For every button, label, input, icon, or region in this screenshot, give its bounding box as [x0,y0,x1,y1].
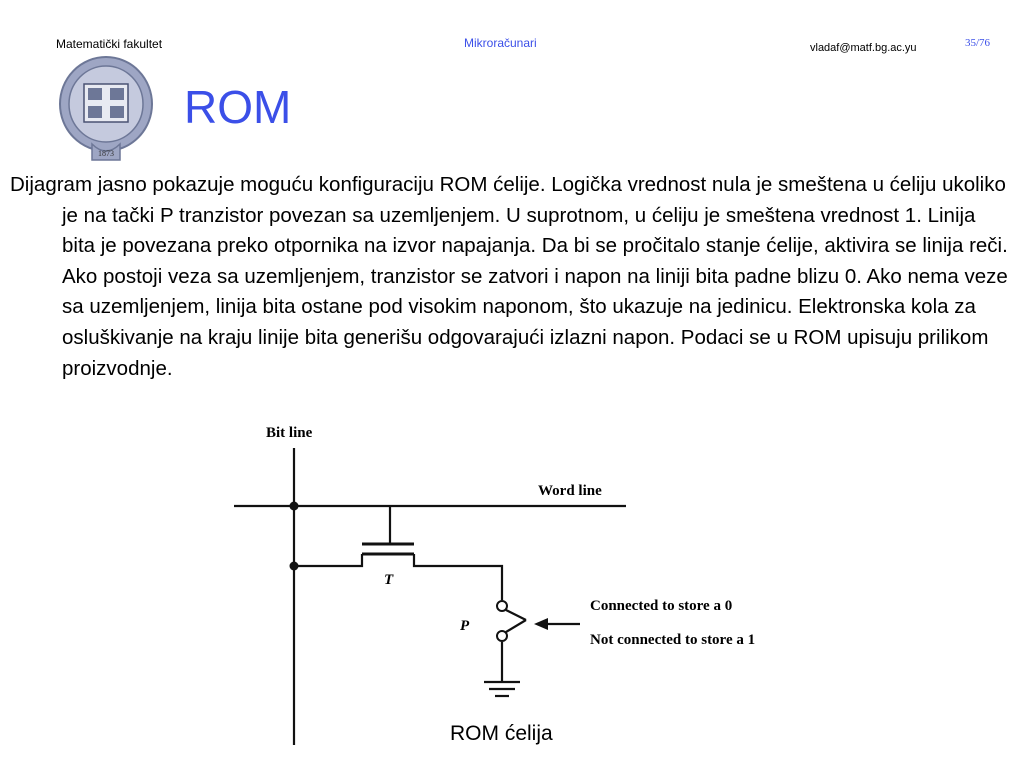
switch-terminal [497,631,507,641]
junction-dot [290,502,299,511]
not-connected-label: Not connected to store a 1 [590,632,756,648]
point-label: P [460,618,470,634]
header-institution: Matematički fakultet [56,37,163,51]
connected-label: Connected to store a 0 [590,598,733,614]
bit-line-label: Bit line [266,425,313,441]
logo-year: 1873 [98,149,114,158]
transistor-label: T [384,572,394,588]
page-number: 35/76 [965,37,991,49]
switch-terminal [497,601,507,611]
word-line-label: Word line [538,483,602,499]
junction-dot [290,562,299,571]
header-email: vladaf@matf.bg.ac.yu [810,42,917,54]
diagram-caption: ROM ćelija [450,722,553,745]
body-paragraph: Dijagram jasno pokazuje moguću konfiguraciju ROM ćelije. Logička vrednost nula je smeštena u ćeliju ukoliko je na tački P tranzistor povezan sa uzemljenjem. U suprotnom, u ćeliju je smeštena vrednost 1. Linija bita je povezana preko otpornika na izvor napajanja. Da bi se pročitalo stanje ćelije, aktivira se linija reči. Ako postoji veza sa uzemljenjem, tranzistor se zatvori i napon na liniji bita padne blizu 0. Ako nema veze sa uzemljenjem, linija bita ostane pod visokim naponom, što ukazuje na jedinicu. Elektronska kola za osluškivanje na kraju linije bita generišu odgovarajući izlazni napon. Podaci se u ROM upisuju prilikom proizvodnje. [10,173,1008,380]
arrow-icon [534,618,548,630]
rom-cell-diagram [222,420,802,750]
header-course: Mikroračunari [464,36,537,50]
page-title: ROM [184,81,292,133]
faculty-logo [58,54,156,166]
